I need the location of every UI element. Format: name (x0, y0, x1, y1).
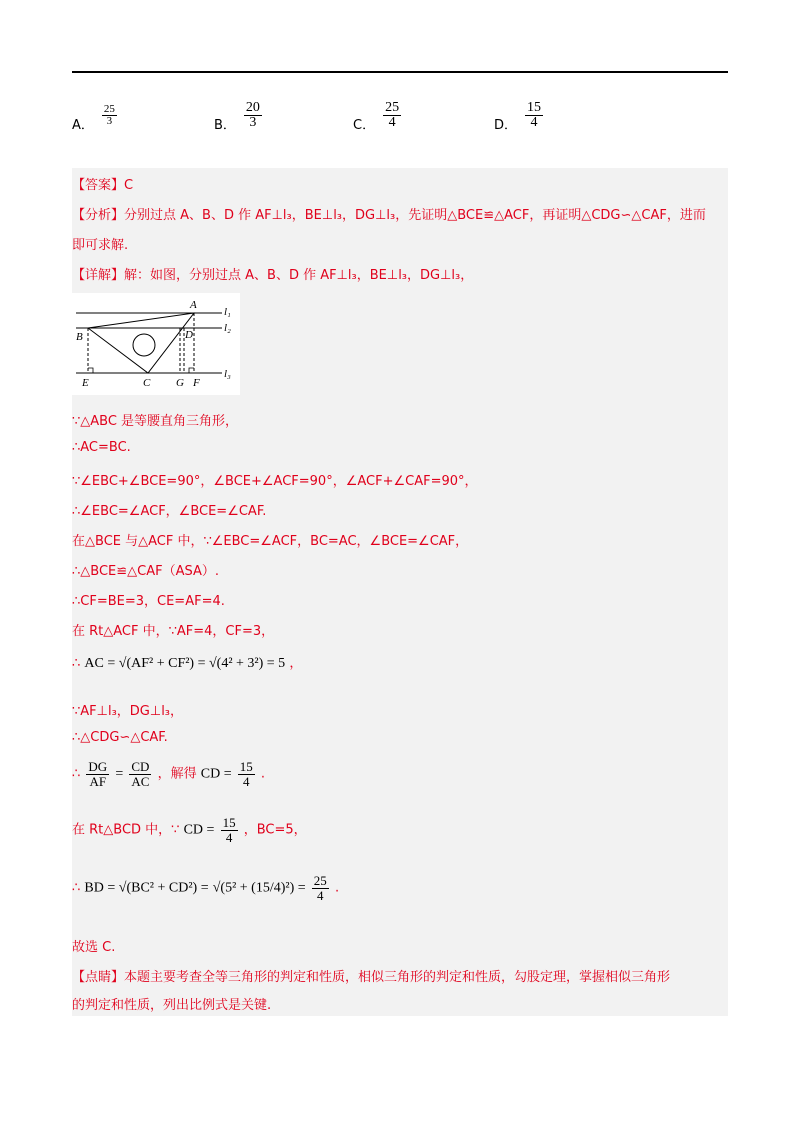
step-line: ∴CF=BE=3，CE=AF=4. (72, 594, 225, 609)
answer-options (72, 98, 728, 138)
equation-text: ，解得 (157, 766, 197, 782)
fraction-cd-value (221, 816, 238, 844)
option-d (494, 98, 543, 133)
option-b (214, 98, 262, 133)
equation-ac (72, 652, 728, 672)
geometry-figure (72, 293, 240, 395)
numerator: CD (131, 759, 150, 774)
denominator: AF (89, 773, 107, 789)
answer-line: 【答案】C (72, 178, 134, 193)
step-line: ∵AF⊥l₃，DG⊥l₃， (72, 704, 184, 719)
denominator: 4 (225, 829, 233, 845)
step-line: 在△BCE 与△ACF 中，∵∠EBC=∠ACF，BC=AC，∠BCE=∠CAF， (72, 534, 469, 549)
option-fraction (244, 101, 262, 130)
therefore-symbol: ∴ (72, 880, 81, 896)
comment-line-2: 的判定和性质，列出比例式是关键. (72, 998, 272, 1013)
numerator: 25 (103, 103, 115, 115)
denominator: 4 (317, 887, 324, 903)
equation-cd (72, 760, 728, 788)
equation-tail: ，BC=5， (243, 822, 307, 838)
label-c: C (143, 377, 151, 389)
denominator: 4 (530, 115, 538, 130)
label-d: D (185, 329, 193, 341)
equals-sign: = (115, 766, 124, 782)
option-fraction (525, 101, 543, 130)
label-l3: l₃ (224, 368, 231, 380)
denominator: 4 (242, 773, 250, 789)
label-e: E (82, 377, 89, 389)
fraction-result (238, 760, 255, 788)
step-line: ∵∠EBC+∠BCE=90°，∠BCE+∠ACF=90°，∠ACF+∠CAF=90°， (72, 474, 478, 489)
option-letter: B． (214, 118, 236, 133)
option-fraction (383, 101, 401, 130)
label-f: F (193, 377, 200, 389)
option-a (72, 98, 117, 133)
numerator: 25 (385, 100, 400, 115)
step-line: ∴∠EBC=∠ACF，∠BCE=∠CAF. (72, 504, 267, 519)
equation-text: 在 Rt△BCD 中，∵ (72, 822, 180, 838)
equation-lhs: CD = (200, 766, 232, 782)
equation-bcd (72, 816, 728, 844)
analysis-line-2: 即可求解. (72, 238, 129, 253)
analysis-line-1: 【分析】分别过点 A、B、D 作 AF⊥l₃，BE⊥l₃，DG⊥l₃，先证明△BCE≌△ACF，再证明△CDG∽△CAF，进而 (72, 208, 706, 223)
therefore-symbol: ∴ (72, 766, 81, 782)
label-b: B (76, 331, 83, 343)
equation-expression: √(5² + (15/4)²) = (212, 880, 306, 896)
step-line: ∴△CDG∽△CAF. (72, 730, 168, 745)
numerator: 15 (239, 759, 253, 774)
step-line: 在 Rt△ACF 中，∵AF=4，CF=3， (72, 624, 275, 639)
comment-line-1: 【点睛】本题主要考查全等三角形的判定和性质，相似三角形的判定和性质，勾股定理，掌握相似三角形 (72, 970, 671, 985)
equation-tail: . (334, 880, 340, 896)
label-a: A (190, 299, 197, 311)
fraction-bd-value (312, 874, 329, 902)
option-fraction (102, 104, 117, 127)
label-g: G (176, 377, 184, 389)
step-line: ∴AC=BC. (72, 440, 131, 455)
denominator: 4 (388, 115, 396, 130)
label-l2: l₂ (224, 322, 231, 334)
equation-expression: BD = √(BC² + CD²) = (84, 880, 209, 896)
header-rule (72, 71, 728, 73)
fraction-cd-ac (129, 760, 151, 788)
numerator: 20 (245, 100, 260, 115)
label-l1: l₁ (224, 306, 231, 318)
equation-expression: AC = √(AF² + CF²) = √(4² + 3²) = 5 (84, 656, 286, 671)
therefore-symbol: ∴ (72, 656, 81, 671)
detail-heading: 【详解】解：如图，分别过点 A、B、D 作 AF⊥l₃，BE⊥l₃，DG⊥l₃， (72, 268, 474, 283)
numerator: 25 (313, 873, 327, 888)
step-line: ∴△BCE≌△CAF（ASA）. (72, 564, 219, 579)
numerator: 15 (527, 100, 542, 115)
equation-bd (72, 874, 728, 902)
option-letter: A． (72, 118, 94, 133)
step-line: ∵△ABC 是等腰直角三角形， (72, 414, 239, 429)
denominator: 3 (106, 115, 113, 127)
denominator: AC (131, 773, 150, 789)
equation-lhs: CD = (183, 822, 215, 838)
option-letter: D． (494, 118, 518, 133)
denominator: 3 (249, 115, 257, 130)
numerator: DG (88, 759, 108, 774)
equation-tail: ， (289, 656, 303, 671)
fraction-dg-af (86, 760, 109, 788)
equation-tail: . (260, 766, 266, 782)
choice-line: 故选 C. (72, 940, 116, 955)
option-c (353, 98, 401, 133)
numerator: 15 (222, 815, 236, 830)
solution-block (72, 168, 728, 1016)
option-letter: C． (353, 118, 376, 133)
